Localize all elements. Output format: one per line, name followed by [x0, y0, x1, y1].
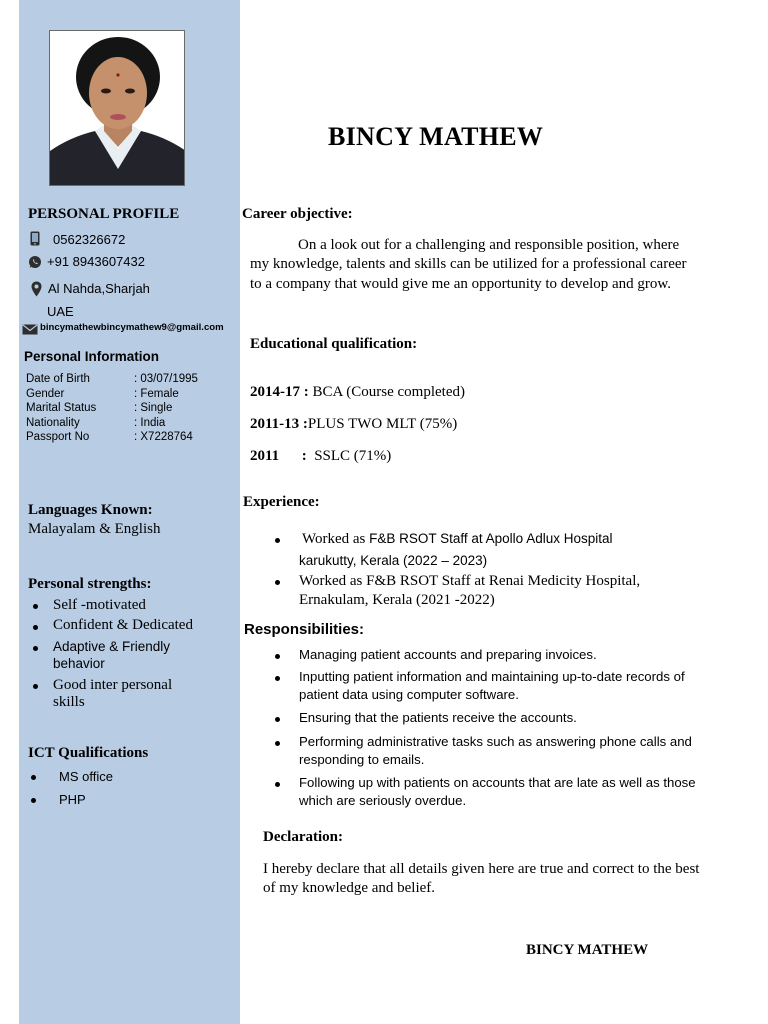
info-label: Gender	[26, 388, 65, 400]
experience-detail: F&B RSOT Staff at Apollo Adlux Hospital	[369, 531, 613, 546]
experience-prefix: Worked as	[302, 531, 370, 547]
career-objective-line: to a company that would give me an opportunity to develop and grow.	[250, 276, 672, 292]
location-pin-icon	[31, 281, 42, 302]
profile-photo	[49, 30, 185, 186]
responsibility-item: Performing administrative tasks such as answering phone calls and	[299, 734, 692, 749]
bullet-icon	[275, 741, 280, 746]
career-objective-heading: Career objective:	[242, 206, 353, 222]
whatsapp-icon	[28, 255, 42, 274]
bullet-icon	[275, 538, 280, 543]
responsibility-item: Following up with patients on accounts that are late as well as those	[299, 775, 696, 790]
portrait-image	[50, 31, 185, 186]
strength-item: Good inter personal	[53, 677, 173, 693]
info-row-dob	[26, 373, 198, 385]
phone-number-primary[interactable]: 0562326672	[53, 232, 126, 247]
address-line-1: Al Nahda,Sharjah	[48, 281, 150, 296]
education-row	[250, 447, 391, 467]
strength-item: Confident & Dedicated	[53, 617, 193, 633]
education-year: 2011-13	[250, 416, 300, 432]
mobile-phone-icon	[29, 231, 41, 251]
bullet-icon	[31, 798, 36, 803]
signature-name: BINCY MATHEW	[526, 942, 649, 958]
experience-item	[302, 530, 613, 548]
personal-information-heading: Personal Information	[24, 349, 160, 364]
responsibility-item-continued: responding to emails.	[299, 752, 425, 767]
bullet-icon	[275, 580, 280, 585]
info-row-marital-status	[26, 402, 172, 414]
experience-item-continued: Ernakulam, Kerala (2021 -2022)	[299, 592, 495, 608]
education-separator: :	[299, 416, 308, 432]
education-heading: Educational qualification:	[250, 336, 418, 352]
bullet-icon	[33, 684, 38, 689]
info-value: : 03/07/1995	[134, 373, 198, 385]
bullet-icon	[275, 782, 280, 787]
experience-item: Worked as F&B RSOT Staff at Renai Medicity Hospital,	[299, 573, 641, 589]
languages-heading: Languages Known:	[28, 502, 153, 518]
info-row-nationality	[26, 417, 165, 429]
address-line-2: UAE	[47, 304, 74, 319]
education-separator: :	[279, 448, 315, 464]
info-value: : Single	[134, 402, 173, 414]
email-address[interactable]: bincymathewbincymathew9@gmail.com	[40, 322, 224, 333]
education-detail: BCA (Course completed)	[312, 384, 465, 400]
education-separator: :	[300, 384, 313, 400]
education-detail: SSLC (71%)	[314, 448, 392, 464]
responsibility-item: Managing patient accounts and preparing invoices.	[299, 647, 597, 662]
responsibility-item: Ensuring that the patients receive the accounts.	[299, 710, 577, 725]
info-row-gender	[26, 388, 179, 400]
info-value: : X7228764	[134, 431, 193, 443]
info-value: : India	[134, 417, 166, 429]
responsibility-item: Inputting patient information and maintaining up-to-date records of	[299, 669, 685, 684]
bullet-icon	[275, 654, 280, 659]
education-detail: PLUS TWO MLT (75%)	[307, 416, 458, 432]
ict-item: PHP	[59, 792, 86, 807]
ict-heading: ICT Qualifications	[28, 745, 149, 761]
bullet-icon	[33, 625, 38, 630]
experience-item-continued: karukutty, Kerala (2022 – 2023)	[299, 553, 488, 568]
strengths-heading: Personal strengths:	[28, 576, 152, 592]
languages-value: Malayalam & English	[28, 521, 161, 537]
phone-number-secondary[interactable]: +91 8943607432	[47, 254, 145, 269]
info-label: Passport No	[26, 431, 90, 443]
info-label: Marital Status	[26, 402, 97, 414]
strength-item-continued: skills	[53, 694, 85, 710]
ict-item: MS office	[59, 769, 113, 784]
info-label: Nationality	[26, 417, 80, 429]
education-row	[250, 383, 465, 403]
declaration-line: I hereby declare that all details given here are true and correct to the best	[263, 861, 700, 877]
experience-heading: Experience:	[243, 494, 320, 510]
responsibility-item-continued: patient data using computer software.	[299, 687, 519, 702]
info-value: : Female	[134, 388, 179, 400]
education-year: 2011	[250, 448, 280, 464]
envelope-icon	[22, 322, 38, 340]
info-label: Date of Birth	[26, 373, 90, 385]
strength-item: Self -motivated	[53, 597, 146, 613]
bullet-icon	[33, 646, 38, 651]
personal-profile-heading: PERSONAL PROFILE	[28, 206, 180, 222]
career-objective-line: On a look out for a challenging and responsible position, where	[298, 237, 680, 253]
bullet-icon	[31, 775, 36, 780]
declaration-line: of my knowledge and belief.	[263, 880, 436, 896]
candidate-name: BINCY MATHEW	[328, 122, 544, 151]
responsibilities-heading: Responsibilities:	[244, 621, 365, 638]
strength-item-continued: behavior	[53, 656, 105, 671]
info-row-passport	[26, 431, 193, 443]
career-objective-line: my knowledge, talents and skills can be utilized for a professional career	[250, 256, 687, 272]
education-row	[250, 415, 457, 435]
bullet-icon	[275, 676, 280, 681]
declaration-heading: Declaration:	[263, 829, 343, 845]
bullet-icon	[33, 604, 38, 609]
education-year: 2014-17	[250, 384, 300, 400]
bullet-icon	[275, 717, 280, 722]
strength-item: Adaptive & Friendly	[53, 639, 171, 654]
responsibility-item-continued: which are seriously overdue.	[299, 793, 467, 808]
